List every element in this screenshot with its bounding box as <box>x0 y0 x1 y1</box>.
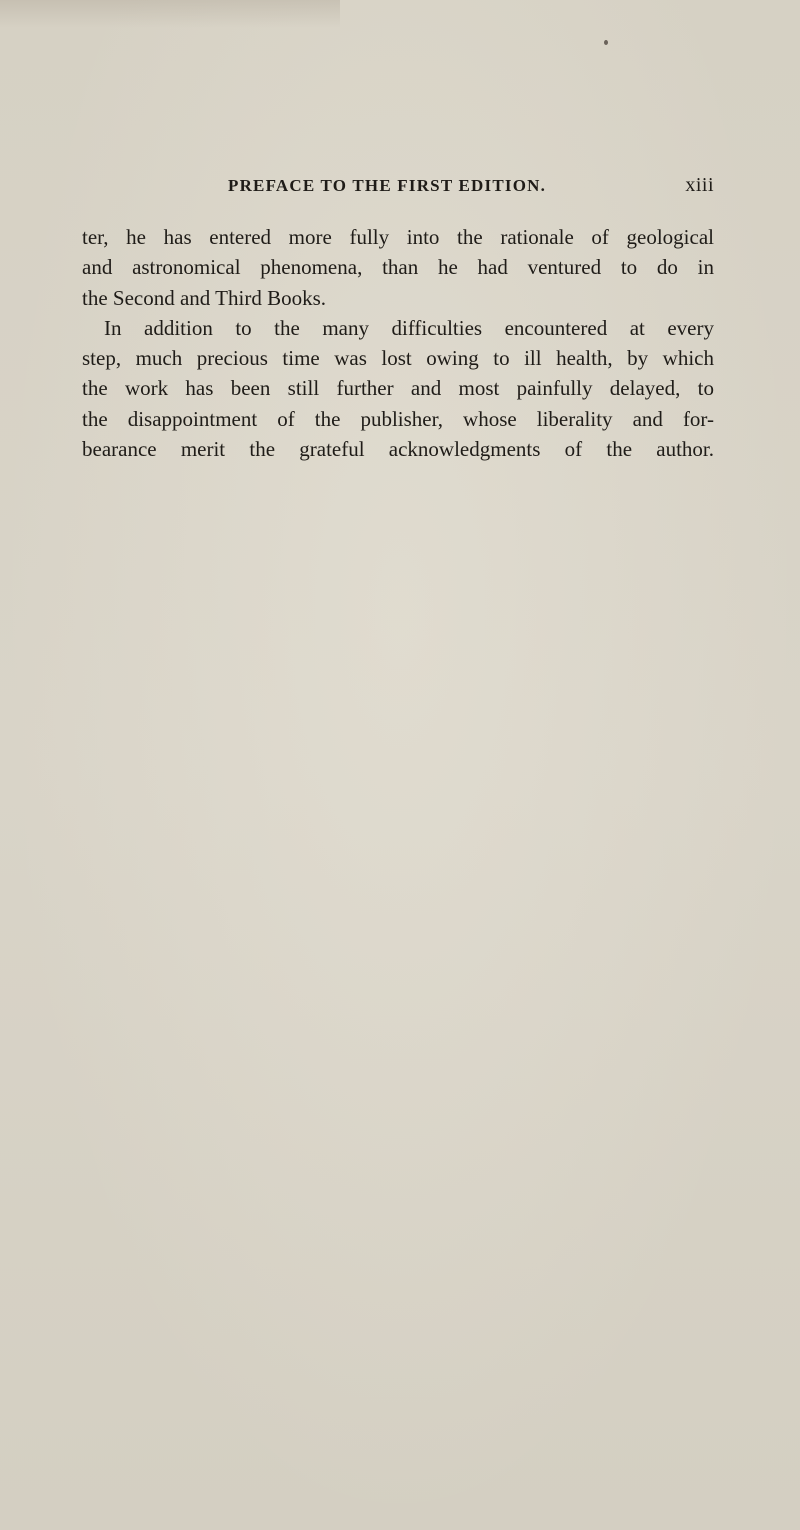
text-line: step, much precious time was lost owing to ill health, by which <box>82 346 714 371</box>
text-line: ter, he has entered more fully into the rationale of geological <box>82 225 714 249</box>
body-text <box>82 222 714 464</box>
text-line: bearance merit the grateful acknowledgments of the author. <box>82 437 714 462</box>
text-line: and astronomical phenomena, than he had ventured to do in <box>82 255 714 280</box>
running-head-title: PREFACE TO THE FIRST EDITION. <box>228 176 547 195</box>
page-edge-shadow <box>0 0 340 28</box>
running-head <box>82 176 714 200</box>
text-line: the disappointment of the publisher, whose liberality and for- <box>82 406 714 431</box>
ink-speck <box>604 40 608 45</box>
text-line: the work has been still further and most painfully delayed, to <box>82 376 714 401</box>
text-line: the Second and Third Books. <box>82 285 327 310</box>
page-number: xiii <box>685 174 714 196</box>
text-line: In addition to the many difficulties encountered at every <box>104 315 714 340</box>
